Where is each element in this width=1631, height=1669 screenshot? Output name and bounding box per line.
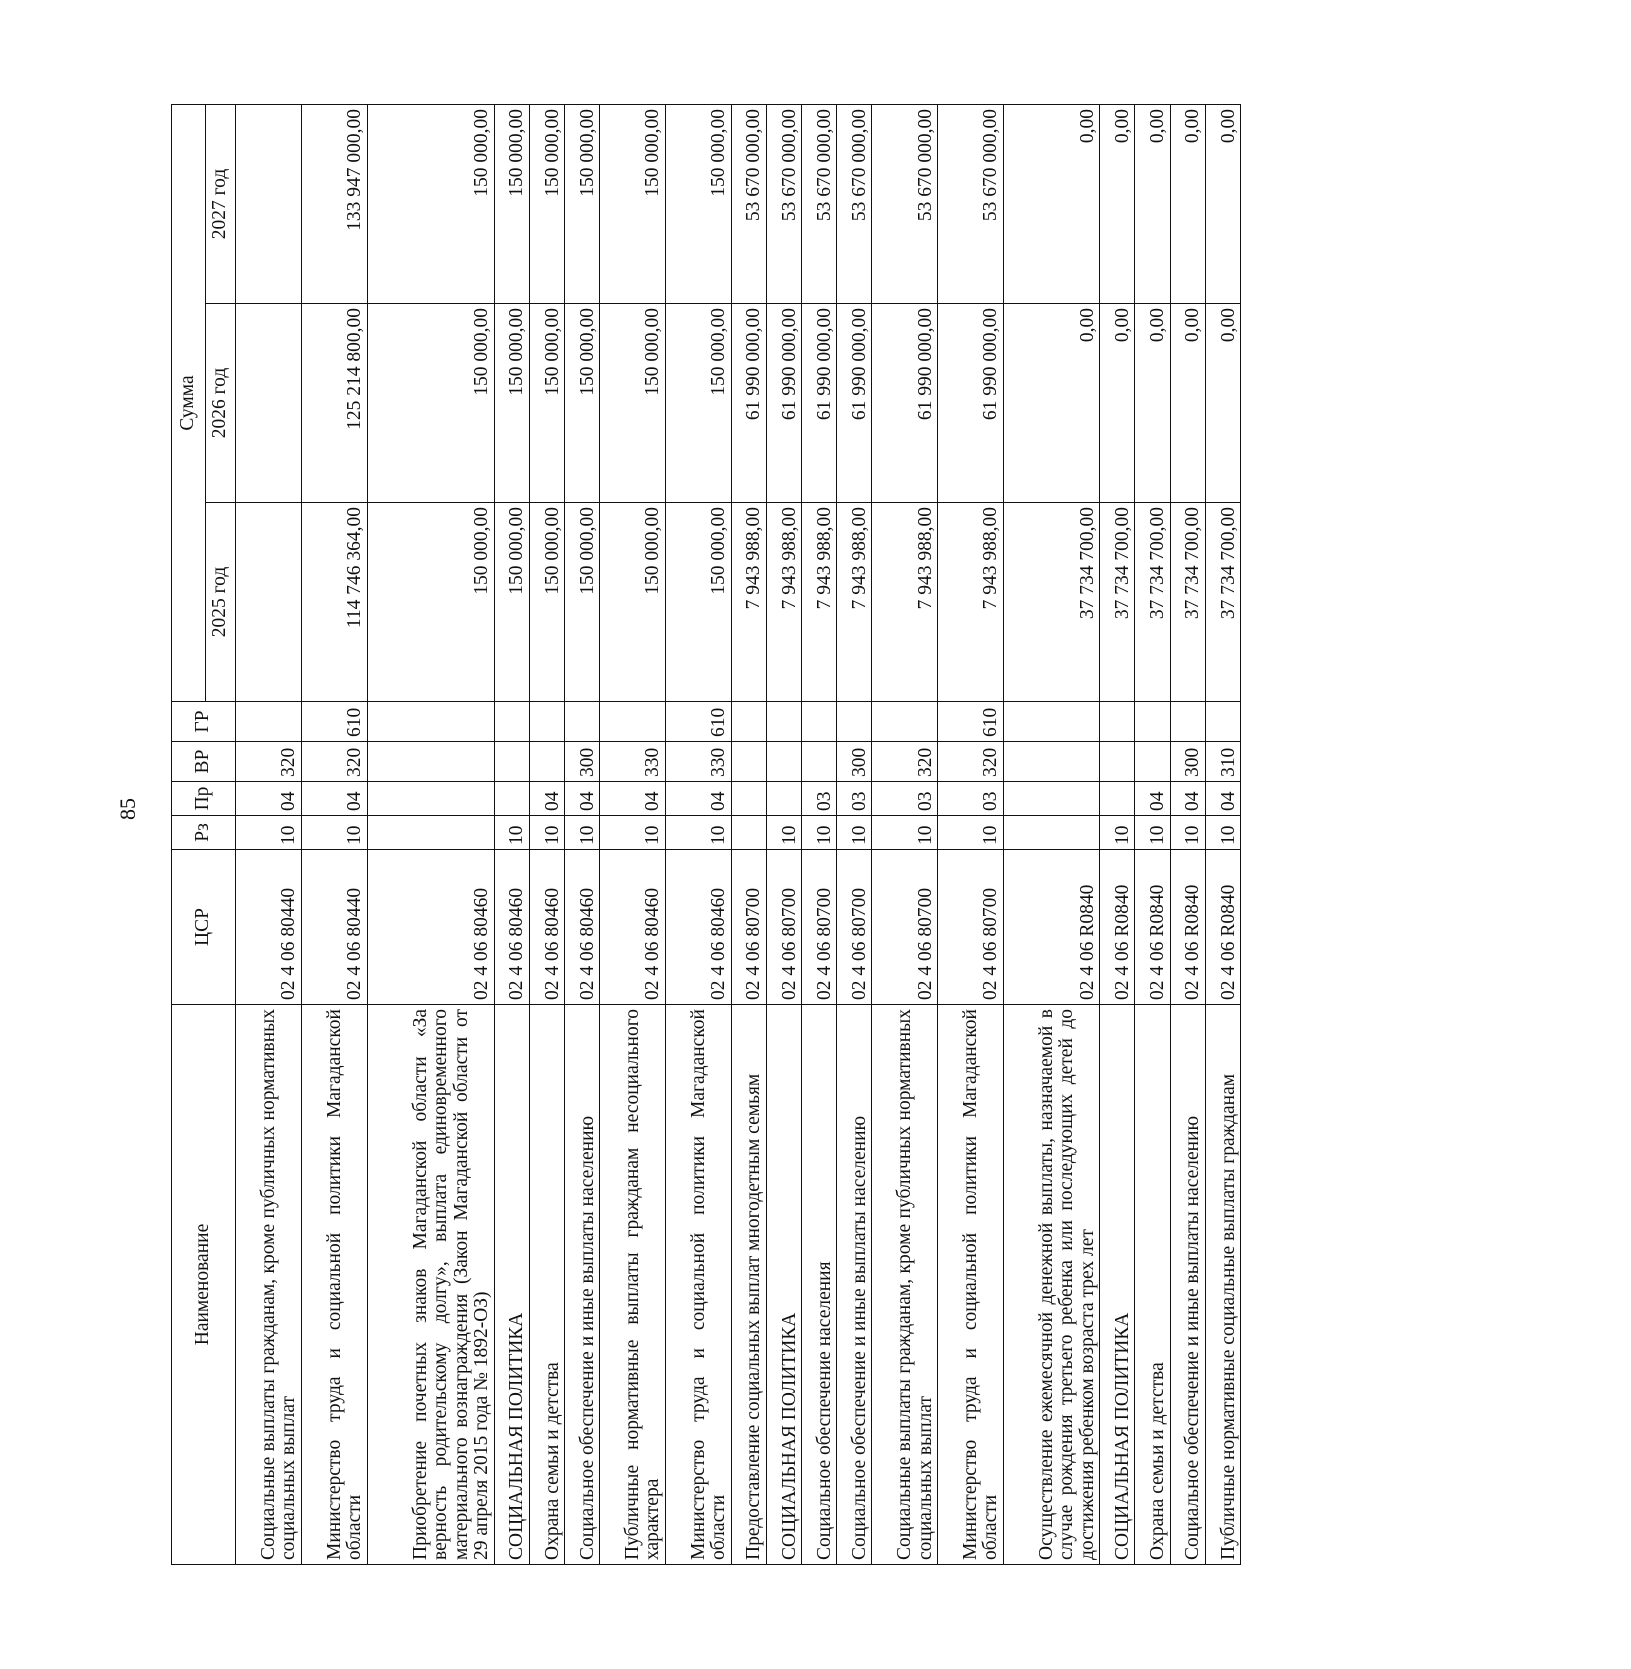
table-cell-csr: 02 4 06 80440	[301, 850, 367, 1005]
table-cell-csr: 02 4 06 R0840	[1170, 850, 1205, 1005]
table-frame	[171, 105, 1631, 1560]
table-cell-rz: 10	[564, 816, 599, 850]
table-cell-vr: 300	[837, 742, 872, 782]
table-cell-name: Министерство труда и социальной политики Магаданской области	[665, 1005, 731, 1565]
table-row	[837, 105, 872, 1565]
table-cell-rz: 10	[872, 816, 938, 850]
table-cell-name: Приобретение почетных знаков Магаданской области «За верность родительскому долгу», выплата единовременного материального вознаграждения (Закон Магаданской области от 29 апреля 2015 года № 1892-ОЗ)	[367, 1005, 494, 1565]
table-cell-gr: 610	[301, 702, 367, 742]
table-cell-vr: 300	[1170, 742, 1205, 782]
table-cell-2025: 7 943 988,00	[872, 503, 938, 702]
table-cell-gr	[872, 702, 938, 742]
table-cell-rz: 10	[1170, 816, 1205, 850]
table-cell-rz: 10	[236, 816, 302, 850]
table-cell-2026: 150 000,00	[665, 304, 731, 503]
table-cell-name: СОЦИАЛЬНАЯ ПОЛИТИКА	[494, 1005, 529, 1565]
table-cell-name: Осуществление ежемесячной денежной выплаты, назначаемой в случае рождения третьего ребенка или последующих детей до достижения ребенком возраста трех лет	[1003, 1005, 1099, 1565]
table-row	[938, 105, 1004, 1565]
table-cell-vr	[367, 742, 494, 782]
table-cell-2025: 37 734 700,00	[1170, 503, 1205, 702]
table-cell-name: Министерство труда и социальной политики Магаданской области	[301, 1005, 367, 1565]
table-row	[665, 105, 731, 1565]
table-cell-rz: 10	[600, 816, 666, 850]
table-cell-2027: 0,00	[1170, 105, 1205, 304]
table-cell-csr: 02 4 06 80700	[766, 850, 801, 1005]
table-cell-2026: 0,00	[1205, 304, 1240, 503]
table-cell-2026: 0,00	[1170, 304, 1205, 503]
table-cell-2027: 53 670 000,00	[766, 105, 801, 304]
table-cell-rz	[731, 816, 766, 850]
table-cell-name: Социальное обеспечение населения	[802, 1005, 837, 1565]
table-cell-2026: 61 990 000,00	[766, 304, 801, 503]
table-cell-name: Охрана семьи и детства	[529, 1005, 564, 1565]
table-cell-pr: 04	[1135, 782, 1170, 816]
table-cell-2027: 150 000,00	[564, 105, 599, 304]
table-cell-pr: 03	[802, 782, 837, 816]
table-cell-name: Социальное обеспечение и иные выплаты населению	[564, 1005, 599, 1565]
table-row	[236, 105, 302, 1565]
table-cell-2027: 150 000,00	[600, 105, 666, 304]
table-cell-vr: 330	[665, 742, 731, 782]
table-cell-vr: 330	[600, 742, 666, 782]
table-row	[494, 105, 529, 1565]
table-cell-2025: 7 943 988,00	[731, 503, 766, 702]
table-cell-rz: 10	[766, 816, 801, 850]
table-cell-2026: 0,00	[1100, 304, 1135, 503]
table-cell-rz: 10	[301, 816, 367, 850]
header-sum: Сумма	[172, 105, 206, 702]
header-2027: 2027 год	[206, 105, 236, 304]
table-cell-name: СОЦИАЛЬНАЯ ПОЛИТИКА	[766, 1005, 801, 1565]
table-row	[600, 105, 666, 1565]
table-cell-csr: 02 4 06 R0840	[1100, 850, 1135, 1005]
table-cell-2025: 7 943 988,00	[766, 503, 801, 702]
table-cell-2026: 150 000,00	[529, 304, 564, 503]
table-cell-2027: 0,00	[1135, 105, 1170, 304]
header-vr: ВР	[172, 742, 236, 782]
table-row	[1135, 105, 1170, 1565]
header-gr: ГР	[172, 702, 236, 742]
table-cell-2027: 53 670 000,00	[731, 105, 766, 304]
table-cell-gr	[367, 702, 494, 742]
table-cell-gr	[1205, 702, 1240, 742]
table-cell-pr: 04	[564, 782, 599, 816]
table-cell-vr: 310	[1205, 742, 1240, 782]
table-cell-pr: 04	[665, 782, 731, 816]
table-cell-pr: 04	[1170, 782, 1205, 816]
table-cell-vr	[731, 742, 766, 782]
table-cell-2025: 37 734 700,00	[1100, 503, 1135, 702]
table-cell-name: СОЦИАЛЬНАЯ ПОЛИТИКА	[1100, 1005, 1135, 1565]
table-cell-csr: 02 4 06 80460	[367, 850, 494, 1005]
table-row	[1205, 105, 1240, 1565]
table-cell-2025: 37 734 700,00	[1205, 503, 1240, 702]
table-cell-vr: 320	[938, 742, 1004, 782]
table-cell-rz: 10	[1135, 816, 1170, 850]
table-cell-rz: 10	[665, 816, 731, 850]
table-cell-2027: 53 670 000,00	[802, 105, 837, 304]
table-row	[564, 105, 599, 1565]
table-cell-csr: 02 4 06 80460	[564, 850, 599, 1005]
table-cell-csr: 02 4 06 R0840	[1003, 850, 1099, 1005]
table-cell-name: Социальные выплаты гражданам, кроме публичных нормативных социальных выплат	[236, 1005, 302, 1565]
table-row	[766, 105, 801, 1565]
table-cell-2027: 150 000,00	[494, 105, 529, 304]
table-cell-csr: 02 4 06 80700	[837, 850, 872, 1005]
table-cell-gr	[236, 702, 302, 742]
header-csr: ЦСР	[172, 850, 236, 1005]
table-cell-gr	[731, 702, 766, 742]
table-cell-gr	[529, 702, 564, 742]
table-cell-pr: 04	[301, 782, 367, 816]
table-cell-rz	[1003, 816, 1099, 850]
table-cell-2027: 133 947 000,00	[301, 105, 367, 304]
table-cell-pr: 04	[236, 782, 302, 816]
header-rz: Рз	[172, 816, 236, 850]
table-cell-csr: 02 4 06 80460	[494, 850, 529, 1005]
table-cell-pr	[494, 782, 529, 816]
header-pr: Пр	[172, 782, 236, 816]
table-cell-gr: 610	[665, 702, 731, 742]
table-cell-2025: 150 000,00	[367, 503, 494, 702]
table-cell-2025: 150 000,00	[600, 503, 666, 702]
table-cell-name: Социальное обеспечение и иные выплаты населению	[1170, 1005, 1205, 1565]
table-cell-rz: 10	[938, 816, 1004, 850]
table-cell-2027: 150 000,00	[665, 105, 731, 304]
page-number: 85	[115, 798, 140, 820]
table-cell-2025: 37 734 700,00	[1135, 503, 1170, 702]
table-cell-vr	[766, 742, 801, 782]
table-cell-rz: 10	[802, 816, 837, 850]
table-cell-2027: 0,00	[1100, 105, 1135, 304]
table-row	[1003, 105, 1099, 1565]
table-cell-2027: 150 000,00	[529, 105, 564, 304]
table-cell-2027: 0,00	[1205, 105, 1240, 304]
table-cell-name: Публичные нормативные выплаты гражданам несоциального характера	[600, 1005, 666, 1565]
table-cell-gr	[1003, 702, 1099, 742]
table-cell-2026: 61 990 000,00	[872, 304, 938, 503]
table-cell-pr: 03	[872, 782, 938, 816]
table-cell-2027: 150 000,00	[367, 105, 494, 304]
table-cell-name: Охрана семьи и детства	[1135, 1005, 1170, 1565]
table-cell-2027: 53 670 000,00	[938, 105, 1004, 304]
budget-table	[171, 104, 1241, 1565]
table-cell-2026: 61 990 000,00	[938, 304, 1004, 503]
table-row	[367, 105, 494, 1565]
table-rotation	[171, 105, 1241, 1565]
table-cell-2027: 53 670 000,00	[837, 105, 872, 304]
table-cell-gr: 610	[938, 702, 1004, 742]
table-cell-2026: 150 000,00	[494, 304, 529, 503]
table-cell-csr: 02 4 06 80460	[600, 850, 666, 1005]
header-name: Наименование	[172, 1005, 236, 1565]
table-cell-gr	[600, 702, 666, 742]
table-cell-vr	[529, 742, 564, 782]
table-cell-csr: 02 4 06 80700	[938, 850, 1004, 1005]
table-cell-gr	[766, 702, 801, 742]
table-cell-name: Социальные выплаты гражданам, кроме публичных нормативных социальных выплат	[872, 1005, 938, 1565]
table-cell-pr	[766, 782, 801, 816]
table-cell-gr	[1170, 702, 1205, 742]
table-cell-2026	[236, 304, 302, 503]
table-cell-vr	[1100, 742, 1135, 782]
table-cell-vr	[1135, 742, 1170, 782]
table-cell-pr: 03	[837, 782, 872, 816]
table-header	[172, 105, 236, 1565]
table-cell-2027	[236, 105, 302, 304]
table-cell-name: Министерство труда и социальной политики Магаданской области	[938, 1005, 1004, 1565]
table-row	[529, 105, 564, 1565]
table-cell-gr	[564, 702, 599, 742]
table-cell-vr	[494, 742, 529, 782]
table-cell-csr: 02 4 06 R0840	[1205, 850, 1240, 1005]
table-cell-2025: 150 000,00	[494, 503, 529, 702]
table-cell-2027: 0,00	[1003, 105, 1099, 304]
table-cell-name: Предоставление социальных выплат многодетным семьям	[731, 1005, 766, 1565]
table-cell-rz: 10	[1100, 816, 1135, 850]
table-cell-pr	[367, 782, 494, 816]
table-cell-rz: 10	[529, 816, 564, 850]
table-cell-pr	[1003, 782, 1099, 816]
table-cell-name: Публичные нормативные социальные выплаты гражданам	[1205, 1005, 1240, 1565]
table-cell-rz	[367, 816, 494, 850]
table-cell-2025: 150 000,00	[564, 503, 599, 702]
table-cell-2025: 150 000,00	[529, 503, 564, 702]
table-cell-vr: 320	[236, 742, 302, 782]
table-cell-2025: 7 943 988,00	[802, 503, 837, 702]
table-cell-2026: 150 000,00	[367, 304, 494, 503]
table-cell-2026: 0,00	[1003, 304, 1099, 503]
table-cell-2026: 125 214 800,00	[301, 304, 367, 503]
table-cell-name: Социальное обеспечение и иные выплаты населению	[837, 1005, 872, 1565]
table-cell-2026: 61 990 000,00	[802, 304, 837, 503]
table-cell-pr	[731, 782, 766, 816]
table-cell-csr: 02 4 06 80700	[802, 850, 837, 1005]
table-cell-rz: 10	[837, 816, 872, 850]
table-cell-2026: 150 000,00	[564, 304, 599, 503]
table-cell-gr	[1135, 702, 1170, 742]
table-cell-csr: 02 4 06 80460	[529, 850, 564, 1005]
table-cell-vr: 300	[564, 742, 599, 782]
table-cell-2026: 0,00	[1135, 304, 1170, 503]
table-cell-2025: 7 943 988,00	[938, 503, 1004, 702]
table-cell-pr: 04	[529, 782, 564, 816]
table-cell-csr: 02 4 06 80700	[872, 850, 938, 1005]
table-cell-2026: 61 990 000,00	[731, 304, 766, 503]
table-body	[236, 105, 1241, 1565]
table-cell-csr: 02 4 06 R0840	[1135, 850, 1170, 1005]
table-cell-2025: 7 943 988,00	[837, 503, 872, 702]
table-cell-gr	[837, 702, 872, 742]
table-cell-csr: 02 4 06 80700	[731, 850, 766, 1005]
table-cell-vr	[1003, 742, 1099, 782]
table-row	[802, 105, 837, 1565]
table-cell-csr: 02 4 06 80460	[665, 850, 731, 1005]
table-cell-rz: 10	[1205, 816, 1240, 850]
table-row	[1100, 105, 1135, 1565]
table-cell-pr: 04	[600, 782, 666, 816]
table-cell-gr	[494, 702, 529, 742]
table-cell-2027: 53 670 000,00	[872, 105, 938, 304]
table-row	[1170, 105, 1205, 1565]
table-cell-pr	[1100, 782, 1135, 816]
table-cell-2025: 114 746 364,00	[301, 503, 367, 702]
header-2026: 2026 год	[206, 304, 236, 503]
table-cell-gr	[1100, 702, 1135, 742]
table-cell-pr: 04	[1205, 782, 1240, 816]
table-cell-vr: 320	[872, 742, 938, 782]
table-cell-vr: 320	[301, 742, 367, 782]
table-row	[872, 105, 938, 1565]
table-cell-gr	[802, 702, 837, 742]
header-2025: 2025 год	[206, 503, 236, 702]
table-cell-2026: 61 990 000,00	[837, 304, 872, 503]
table-row	[731, 105, 766, 1565]
table-cell-2025: 37 734 700,00	[1003, 503, 1099, 702]
table-row	[301, 105, 367, 1565]
table-cell-vr	[802, 742, 837, 782]
table-cell-2025	[236, 503, 302, 702]
table-cell-csr: 02 4 06 80440	[236, 850, 302, 1005]
table-cell-pr: 03	[938, 782, 1004, 816]
table-cell-2026: 150 000,00	[600, 304, 666, 503]
table-cell-2025: 150 000,00	[665, 503, 731, 702]
table-cell-rz: 10	[494, 816, 529, 850]
